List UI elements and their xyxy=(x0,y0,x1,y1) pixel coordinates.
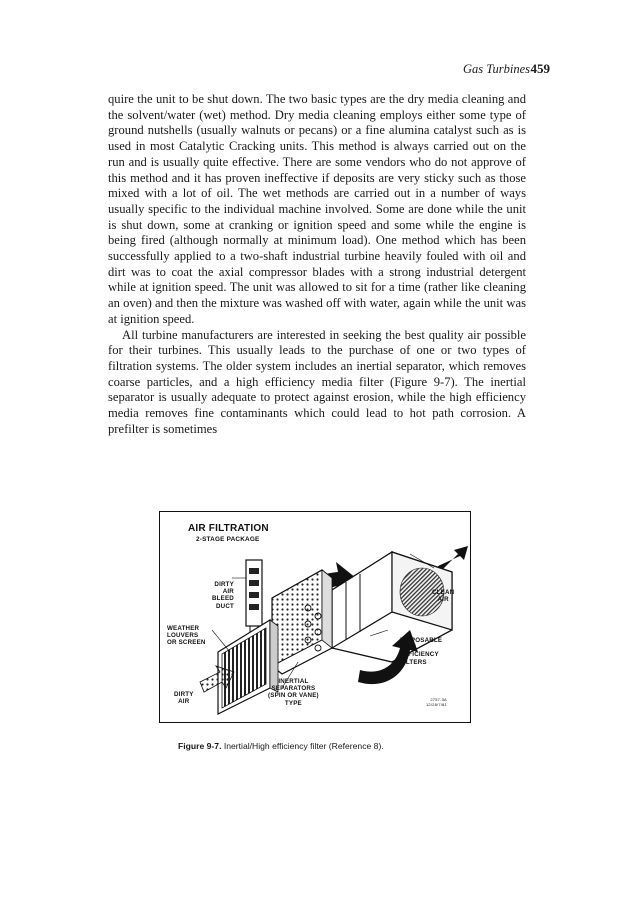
running-title: Gas Turbines xyxy=(462,62,530,76)
page-number: 459 xyxy=(530,61,550,76)
figure-caption xyxy=(178,741,478,751)
label-inertial-separators: INERTIAL SEPARATORS (SPIN OR VANE) TYPE xyxy=(268,678,319,707)
label-clean-air: CLEAN AIR xyxy=(432,589,455,604)
paragraph-2: All turbine manufacturers are interested in seeking the best quality air possible for their turbines. This usually leads to the purchase of one or two types of filtration systems. The older system includes an inertial separator, which removes coarse particles, and a high efficiency media filter (Figure 9-7). The inertial separator is usually adequate to protect against erosion, while the high efficiency media removes fine contaminants which could lead to hot path corrosion. A prefilter is sometimes xyxy=(108,327,526,436)
inertial-separator-panel xyxy=(272,570,332,674)
figure-title: AIR FILTRATION xyxy=(188,523,269,534)
label-weather-louvers: WEATHER LOUVERS OR SCREEN xyxy=(167,625,206,647)
label-dirty-air: DIRTY AIR xyxy=(174,691,194,706)
label-disposable-filters: DISPOSABLE HIGH EFFICIENCY FILTERS xyxy=(400,637,443,666)
clean-air-arrow-icon xyxy=(438,546,468,572)
figure-9-7 xyxy=(159,511,471,723)
label-dirty-air-bleed-duct: DIRTY AIR BLEED DUCT xyxy=(212,581,234,610)
caption-label: Figure 9-7. xyxy=(178,741,222,751)
caption-text: Inertial/High efficiency filter (Reference 8). xyxy=(221,741,384,751)
body-text xyxy=(108,92,526,437)
running-header xyxy=(0,62,636,80)
paragraph-1: quire the unit to be shut down. The two basic types are the dry media cleaning and the solvent/water (wet) method. Dry media cleaning employs either some type of ground nutshells (usually walnuts or pecans) or a fine alumina catalyst such as is used in most Catalytic Cracking units. This method is always carried out on the run and is usually quite effective. There are some vendors who do not approve of this method and it has proven ineffective if deposits are very sticky such as those mixed with a lot of oil. The wet methods are carried out in a number of ways usually specific to the individual machine involved. Some are done while the unit is shut down, some at cranking or ignition speed and some while the engine is being fired (although normally at minimum load). One method which has been successfully applied to a two-shaft industrial turbine heavily fouled with oil and dirt was to coat the axial compressor blades with a strong industrial detergent while at ignition speed. The unit was allowed to sit for a time (rather like cleaning an oven) and then the mixture was washed off with water, again while the unit was at ignition speed. xyxy=(108,92,526,326)
label-drawing-code: 2757-3A 12/28/7/81 xyxy=(426,697,447,707)
figure-subtitle: 2-STAGE PACKAGE xyxy=(196,536,260,543)
